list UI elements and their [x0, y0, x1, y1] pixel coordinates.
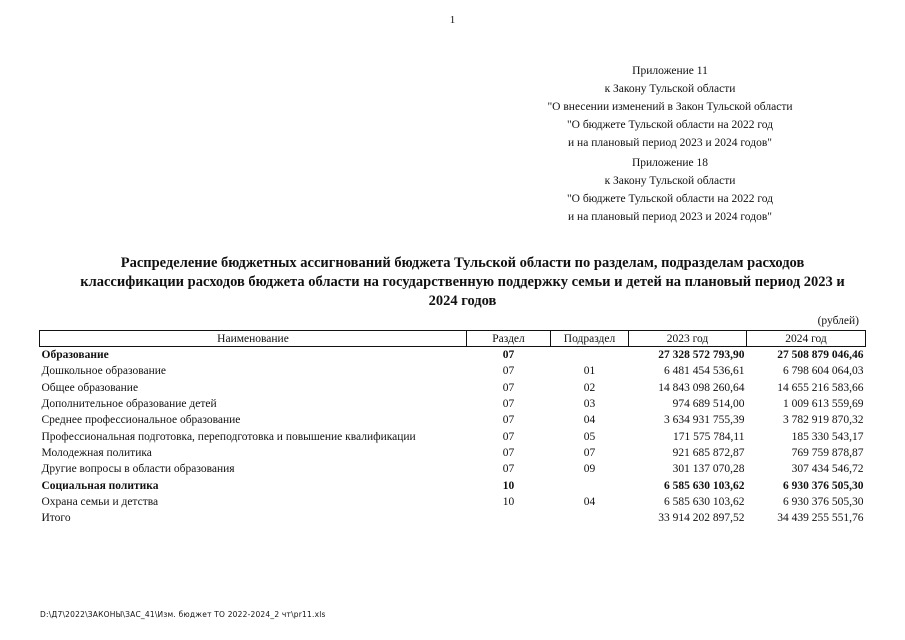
appendix-new-line-4: "О бюджете Тульской области на 2022 год	[566, 119, 774, 131]
row-podrazdel: 05	[583, 430, 596, 443]
page-number: 1	[449, 14, 456, 26]
row-2024: 1 009 613 559,69	[783, 398, 864, 411]
table-header-row	[40, 331, 866, 347]
file-path-footer: D:\Д7\2022\ЗАКОНЫ\ЗАС_41\Изм. бюджет ТО 2022-2024_2 чт\pr11.xls	[40, 610, 326, 619]
row-name: Итого	[41, 512, 71, 525]
row-2023: 6 585 630 103,62	[664, 479, 745, 492]
header-name: Наименование	[40, 331, 467, 347]
row-2023: 301 137 070,28	[672, 463, 745, 476]
table-row-total	[40, 510, 866, 526]
table-row	[40, 347, 866, 364]
row-2023: 6 481 454 536,61	[664, 365, 745, 378]
row-razdel: 10	[502, 495, 515, 508]
appendix-new-line-3: "О внесении изменений в Закон Тульской области	[547, 101, 793, 113]
row-podrazdel: 02	[583, 381, 596, 394]
document-title-line-3: 2024 годов	[428, 293, 497, 309]
row-podrazdel: 07	[583, 446, 596, 459]
row-2024: 14 655 216 583,66	[777, 381, 864, 394]
row-2024: 307 434 546,72	[791, 463, 864, 476]
row-podrazdel: 01	[583, 365, 596, 378]
row-podrazdel	[551, 347, 629, 364]
row-2023: 33 914 202 897,52	[658, 512, 745, 525]
table-row	[40, 412, 866, 428]
row-2024: 6 798 604 064,03	[783, 365, 864, 378]
row-2024: 185 330 543,17	[791, 430, 864, 443]
table-row	[40, 445, 866, 461]
row-podrazdel	[551, 477, 629, 493]
row-podrazdel	[551, 510, 629, 526]
row-razdel: 07	[502, 398, 515, 411]
row-name: Социальная политика	[41, 479, 159, 492]
row-2024: 27 508 879 046,46	[777, 349, 864, 362]
row-razdel: 10	[502, 479, 515, 492]
table-row	[40, 477, 866, 493]
row-podrazdel: 04	[583, 414, 596, 427]
row-razdel	[467, 510, 551, 526]
row-2023: 6 585 630 103,62	[664, 495, 745, 508]
row-razdel: 07	[502, 381, 515, 394]
header-podrazdel: Подраздел	[551, 331, 629, 347]
document-title-line-2: классификации расходов бюджета области на государственную поддержку семьи и детей на плановый период 2023 и	[80, 274, 845, 290]
row-name: Другие вопросы в области образования	[41, 463, 235, 476]
row-2023: 171 575 784,11	[673, 430, 745, 443]
appendix-old-line-2: к Закону Тульской области	[604, 175, 736, 187]
row-razdel: 07	[502, 365, 515, 378]
row-name: Охрана семьи и детства	[41, 495, 159, 508]
row-podrazdel: 03	[583, 398, 596, 411]
row-2023: 921 685 872,87	[672, 446, 745, 459]
row-2023: 3 634 931 755,39	[664, 414, 745, 427]
table-row	[40, 428, 866, 444]
table-row	[40, 396, 866, 412]
row-razdel: 07	[502, 349, 515, 362]
row-name: Дошкольное образование	[41, 365, 167, 378]
table-row	[40, 494, 866, 510]
row-razdel: 07	[502, 463, 515, 476]
row-2024: 3 782 919 870,32	[783, 414, 864, 427]
row-2024: 6 930 376 505,30	[783, 495, 864, 508]
row-2023: 14 843 098 260,64	[658, 381, 745, 394]
document-title-line-1: Распределение бюджетных ассигнований бюджета Тульской области по разделам, подразделам расходов	[120, 255, 805, 271]
appendix-old-line-3: "О бюджете Тульской области на 2022 год	[566, 193, 774, 205]
row-razdel: 07	[502, 414, 515, 427]
table-row	[40, 380, 866, 396]
table-row	[40, 461, 866, 477]
header-2024: 2024 год	[747, 331, 866, 347]
table-row	[40, 363, 866, 379]
row-name: Молодежная политика	[41, 446, 152, 459]
row-podrazdel: 04	[583, 495, 596, 508]
header-razdel: Раздел	[467, 331, 551, 347]
row-name: Среднее профессиональное образование	[41, 414, 241, 427]
row-name: Образование	[41, 349, 109, 362]
row-name: Общее образование	[41, 381, 139, 394]
appendix-old-line-1: Приложение 18	[631, 157, 709, 169]
row-2023: 27 328 572 793,90	[658, 349, 745, 362]
appendix-new-line-2: к Закону Тульской области	[604, 83, 736, 95]
units-label: (рублей)	[817, 315, 859, 327]
appendix-new-line-1: Приложение 11	[632, 65, 708, 77]
header-2023: 2023 год	[629, 331, 747, 347]
row-2024: 769 759 878,87	[791, 446, 864, 459]
appendix-new-line-5: и на плановый период 2023 и 2024 годов"	[568, 137, 772, 149]
row-name: Дополнительное образование детей	[41, 398, 217, 411]
appendix-old-heading	[500, 154, 840, 226]
row-podrazdel: 09	[583, 463, 596, 476]
row-name: Профессиональная подготовка, переподготовка и повышение квалификации	[41, 430, 416, 443]
row-razdel: 07	[502, 430, 515, 443]
document-title	[40, 254, 885, 311]
row-2023: 974 689 514,00	[672, 398, 745, 411]
appendix-old-line-4: и на плановый период 2023 и 2024 годов"	[568, 211, 772, 223]
budget-table	[39, 330, 866, 526]
row-2024: 6 930 376 505,30	[783, 479, 864, 492]
appendix-new-heading	[500, 62, 840, 152]
row-2024: 34 439 255 551,76	[777, 512, 864, 525]
row-razdel: 07	[502, 446, 515, 459]
